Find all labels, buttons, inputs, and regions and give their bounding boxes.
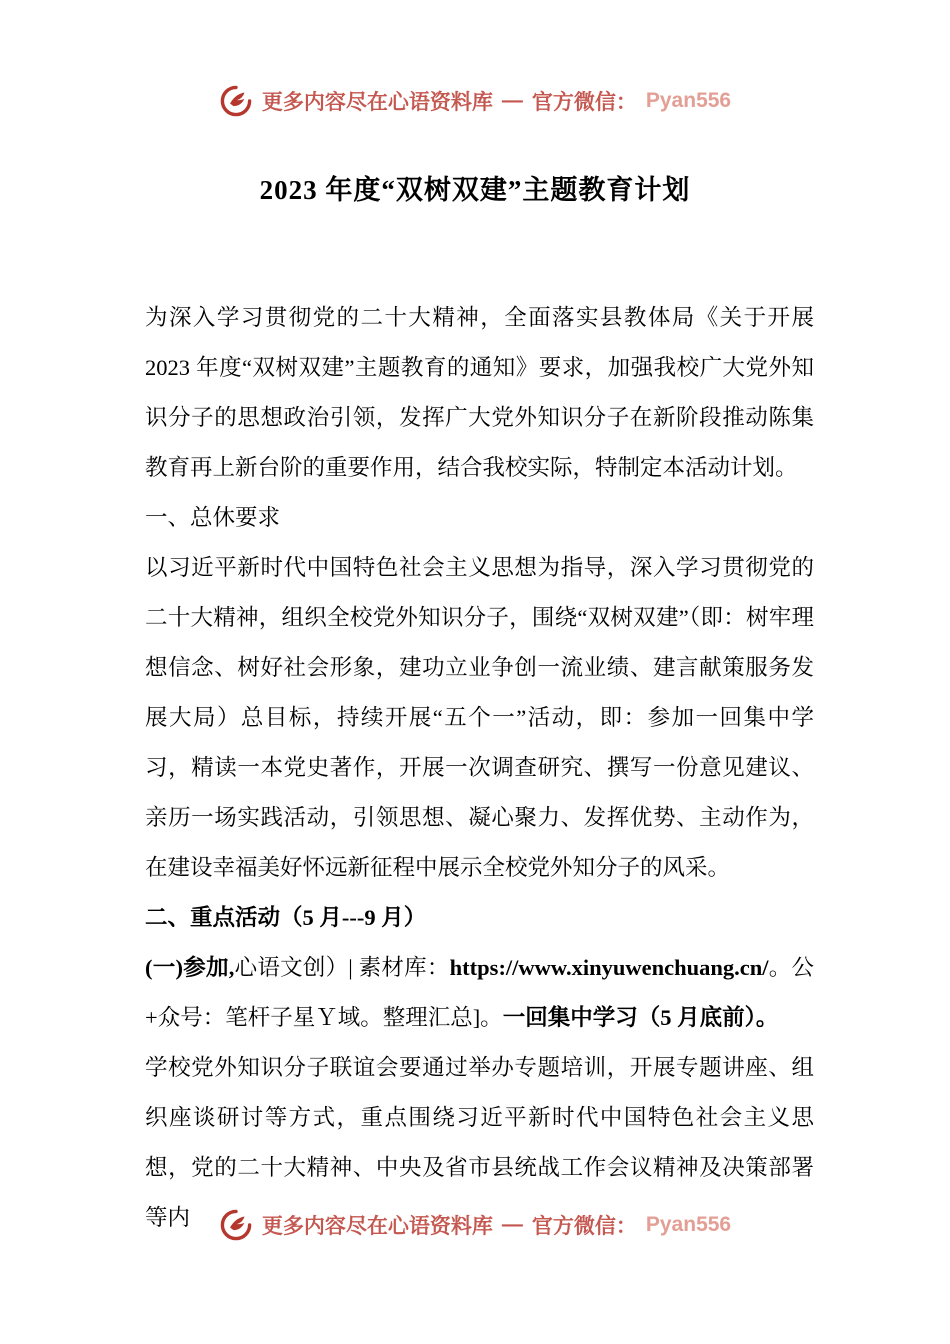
document-body	[0, 293, 950, 1243]
watermark-wechat-id: Pyan556	[645, 1213, 732, 1236]
paragraph	[145, 943, 814, 1043]
paragraph	[145, 493, 814, 543]
watermark-brand-text: 更多内容尽在心语资料库	[261, 1215, 493, 1238]
text-run: 以习近平新时代中国特色社会主义思想为指导，深入学习贯彻党的二十大精神，组织全校党外知识分子，围绕“双树双建”（即：树牢理想信念、树好社会形象，建功立业争创一流业绩、建言献策服务发展大局）总目标，持续开展“五个一”活动，即：参加一回集中学习，精读一本党史著作，开展一次调查研究、撰写一份意见建议、亲历一场实践活动，引领思想、凝心聚力、发挥优势、主动作为，在建设幸福美好怀远新征程中展示全校党外知分子的风采。	[145, 555, 814, 880]
watermark-wechat-label: 官方微信：	[531, 1215, 637, 1238]
watermark-dash: —	[501, 89, 523, 112]
brand-logo-icon	[219, 1208, 253, 1242]
paragraph	[145, 893, 814, 943]
footer-watermark	[0, 1208, 950, 1242]
text-run: 一、总休要求	[145, 505, 281, 530]
watermark-wechat-id: Pyan556	[645, 89, 732, 112]
header-watermark	[0, 0, 950, 118]
text-run: 学校党外知识分子联谊会要通过举办专题培训，开展专题讲座、组织座谈研讨等方式，重点围绕习近平新时代中国特色社会主义思想，党的二十大精神、中央及省市县统战工作会议精神及决策部署等内	[145, 1055, 814, 1230]
text-run: 。公+众号：笔杆子星Ｙ域。整理汇总]。	[145, 955, 814, 1030]
text-run: 心语文创）| 素材库：	[234, 955, 450, 980]
text-run: https://www.xinyuwenchuang.cn/	[449, 955, 769, 980]
document-title: 2023 年度“双树双建”主题教育计划	[259, 175, 691, 205]
watermark-brand-text: 更多内容尽在心语资料库	[261, 91, 493, 114]
paragraph	[145, 293, 814, 493]
watermark-wechat-label: 官方微信：	[531, 91, 637, 114]
text-run: 为深入学习贯彻党的二十大精神，全面落实县教体局《关于开展 2023 年度“双树双建”主题教育的通知》要求，加强我校广大党外知识分子的思想政治引领，发挥广大党外知识分子在新阶段推动陈集教育再上新台阶的重要作用，结合我校实际，特制定本活动计划。	[145, 305, 814, 480]
text-run: 一回集中学习（5 月底前）。	[502, 1005, 779, 1030]
text-run: (一)参加,	[145, 955, 235, 980]
brand-logo-icon	[219, 84, 253, 118]
text-run: 二、重点活动（5 月---9 月）	[145, 905, 427, 930]
paragraph	[145, 543, 814, 893]
watermark-dash: —	[501, 1213, 523, 1236]
